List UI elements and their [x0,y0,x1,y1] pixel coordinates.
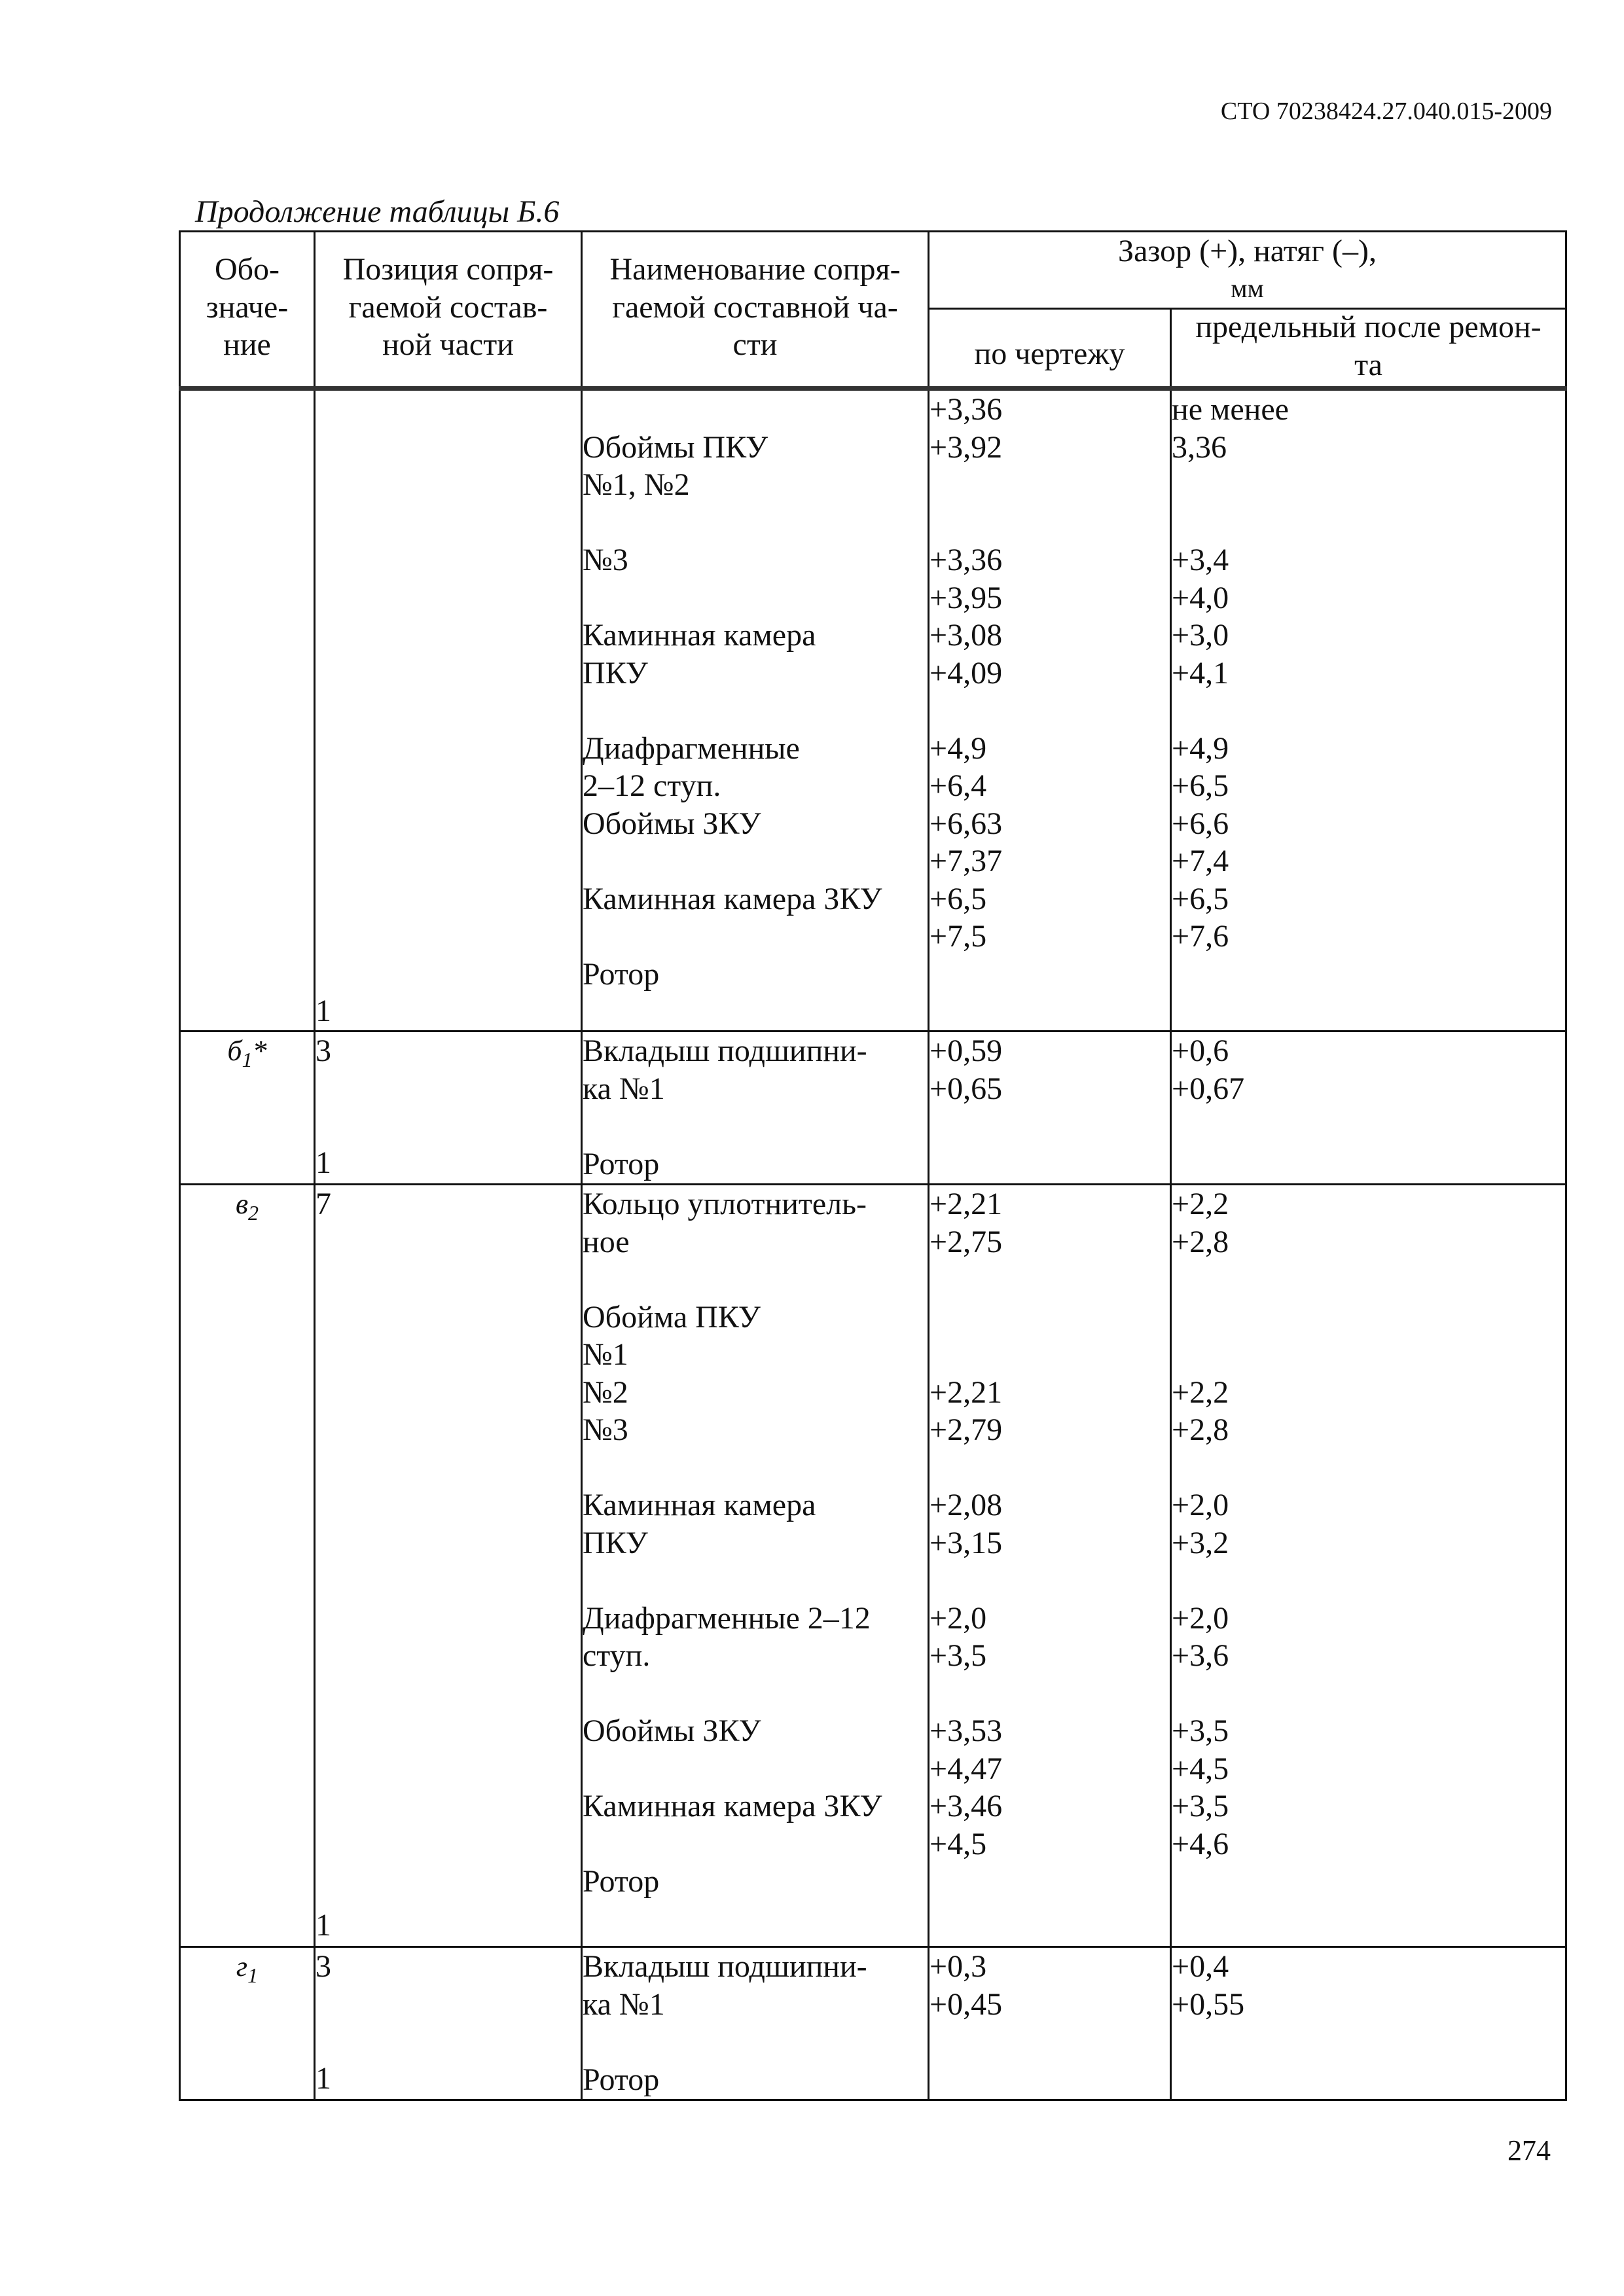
limit-value: +6,5 [1172,768,1229,803]
limit-value: +4,9 [1172,730,1229,766]
limit-value [1172,1299,1565,1336]
drawing-value [929,1145,1170,1183]
drawing-value: +7,5 [929,919,987,954]
name-line: Вкладыш подшипни- [583,1033,867,1068]
drawing-value: +4,09 [929,655,1003,691]
drawing-value-cell [929,1947,1171,2100]
designation-cell: $в_2$ [180,1185,315,1947]
limit-value: +4,1 [1172,655,1229,691]
name-line: Каминная камера ЗКУ [583,1789,882,1823]
drawing-value [929,1336,1170,1374]
col-header-limit-after-repair: предельный после ремон- та [1171,309,1566,389]
name-cell [582,1947,929,2100]
limit-value: +6,5 [1172,881,1229,916]
name-line [583,504,928,542]
name-cell [582,1185,929,1947]
name-line [583,579,928,617]
limit-value: +4,5 [1172,1751,1229,1786]
drawing-value [929,956,1170,994]
col-header-by-drawing: по чертежу [929,309,1171,389]
drawing-value [929,1675,1170,1713]
drawing-value [929,692,1170,730]
name-line [583,2023,928,2061]
drawing-value: +3,92 [929,429,1003,465]
position-cell [315,389,582,1031]
drawing-value: +0,59 [929,1033,1003,1068]
drawing-value: +0,65 [929,1071,1003,1106]
limit-value [1172,1261,1565,1299]
limit-value: 3,36 [1172,429,1227,465]
limit-value [1172,1863,1565,1901]
name-line [583,692,928,730]
position-cell [315,1947,582,2100]
drawing-value [929,1261,1170,1299]
limit-value: +0,67 [1172,1071,1245,1106]
limit-value [1172,466,1565,504]
document-code: СТО 70238424.27.040.015-2009 [1220,98,1552,125]
name-line: Обойма ПКУ [583,1299,761,1335]
drawing-value: +2,0 [929,1600,987,1636]
position-bottom: 1 [316,1145,331,1180]
drawing-value: +3,15 [929,1525,1003,1560]
drawing-value: +2,79 [929,1412,1003,1447]
designation-cell: $б_1*$ [180,1031,315,1185]
limit-value [1172,956,1565,994]
name-line: №1, №2 [583,467,690,502]
drawing-value [929,2061,1170,2099]
name-cell [582,389,929,1031]
name-line [583,842,928,880]
drawing-value: +6,4 [929,768,987,803]
drawing-value [929,1107,1170,1145]
drawing-value: +3,5 [929,1638,987,1673]
limit-value-cell [1171,1947,1566,2100]
name-line [583,1825,928,1863]
table-caption: Продолжение таблицы Б.6 [195,194,560,229]
position-top: 3 [316,1033,331,1068]
table-body [180,389,1566,2100]
drawing-value: +3,36 [929,392,1003,427]
drawing-value [929,1299,1170,1336]
drawing-value: +3,95 [929,580,1003,615]
name-line [583,391,928,429]
limit-value [1172,1336,1565,1374]
name-line [583,1750,928,1788]
drawing-value: +2,75 [929,1224,1003,1259]
position-bottom: 1 [316,2060,331,2096]
name-line: Ротор [583,2062,660,2097]
col-header-designation: Обо- значе- ние [180,232,315,389]
name-line: ступ. [583,1638,651,1673]
table-row [180,389,1566,1031]
limit-value [1172,1562,1565,1600]
name-line [583,1562,928,1600]
drawing-value: +3,53 [929,1713,1003,1748]
limit-value [1172,1145,1565,1183]
limit-value: +4,6 [1172,1826,1229,1861]
name-line: Обоймы ЗКУ [583,1713,761,1748]
drawing-value: +0,45 [929,1986,1003,2022]
name-line: Каминная камера [583,618,816,653]
limit-value: +6,6 [1172,806,1229,841]
position-top [316,391,581,429]
drawing-value [929,1449,1170,1487]
limit-value: +2,8 [1172,1412,1229,1447]
drawing-value: +4,5 [929,1826,987,1861]
limit-value-cell [1171,389,1566,1031]
name-line: №1 [583,1337,628,1372]
name-line: Кольцо уплотнитель- [583,1187,867,1221]
name-line [583,1261,928,1299]
name-line: ное [583,1224,630,1259]
limit-value: +3,2 [1172,1525,1229,1560]
drawing-value-cell [929,1185,1171,1947]
drawing-value: +3,46 [929,1789,1003,1823]
drawing-value: +2,21 [929,1187,1003,1221]
table-row [180,1031,1566,1185]
name-line [583,1107,928,1145]
drawing-value: +6,63 [929,806,1003,841]
limit-value: не менее [1172,392,1289,427]
limit-value: +3,6 [1172,1638,1229,1673]
limit-value [1172,2023,1565,2061]
drawing-value: +4,47 [929,1751,1003,1786]
limit-value [1172,1107,1565,1145]
position-bottom: 1 [316,1907,331,1943]
col-header-gap-group: Зазор (+), натяг (–), мм [929,232,1566,309]
position-top: 3 [316,1949,331,1984]
name-line: №3 [583,1412,628,1447]
limit-value: +3,0 [1172,618,1229,653]
limit-value: +0,4 [1172,1949,1229,1984]
limit-value: +2,0 [1172,1488,1229,1522]
limit-value [1172,1449,1565,1487]
name-line: 2–12 ступ. [583,768,721,803]
drawing-value-cell [929,1031,1171,1185]
limit-value: +3,5 [1172,1713,1229,1748]
limit-value: +2,8 [1172,1224,1229,1259]
name-line [583,1449,928,1487]
drawing-value [929,1863,1170,1901]
name-line: ка №1 [583,1986,665,2022]
name-line: Каминная камера ЗКУ [583,881,882,916]
drawing-value: +0,3 [929,1949,987,1984]
drawing-value [929,504,1170,542]
name-line [583,918,928,956]
position-top: 7 [316,1187,331,1221]
limit-value: +2,2 [1172,1374,1229,1410]
col-header-position: Позиция сопря- гаемой состав- ной части [315,232,582,389]
drawing-value: +2,08 [929,1488,1003,1522]
limit-value [1172,504,1565,542]
drawing-value: +6,5 [929,881,987,916]
drawing-value [929,1562,1170,1600]
limit-value: +7,6 [1172,919,1229,954]
name-line: ка №1 [583,1071,665,1106]
name-line: ПКУ [583,1525,648,1560]
designation-cell: $г_1$ [180,1947,315,2100]
table-row [180,1947,1566,2100]
clearance-table [179,230,1567,2101]
col-header-name: Наименование сопря- гаемой составной ча- сти [582,232,929,389]
limit-value: +2,0 [1172,1600,1229,1636]
name-line: Диафрагменные 2–12 [583,1600,871,1636]
page-number: 274 [1507,2134,1551,2166]
drawing-value: +4,9 [929,730,987,766]
name-line: Вкладыш подшипни- [583,1949,867,1984]
position-cell [315,1031,582,1185]
drawing-value [929,466,1170,504]
table-row [180,1185,1566,1947]
limit-value [1172,692,1565,730]
drawing-value [929,2023,1170,2061]
designation-cell [180,389,315,1031]
position-cell [315,1185,582,1947]
name-line: №3 [583,543,628,577]
limit-value: +7,4 [1172,844,1229,878]
drawing-value: +7,37 [929,844,1003,878]
limit-value: +3,5 [1172,1789,1229,1823]
limit-value-cell [1171,1031,1566,1185]
name-line: Ротор [583,956,660,992]
name-line: Обоймы ПКУ [583,429,768,465]
name-line: №2 [583,1374,628,1410]
position-bottom: 1 [316,993,331,1028]
name-line: Ротор [583,1146,660,1181]
name-line: Диафрагменные [583,730,800,766]
name-cell [582,1031,929,1185]
limit-value: +0,55 [1172,1986,1245,2022]
name-line [583,1675,928,1713]
drawing-value-cell [929,389,1171,1031]
limit-value: +0,6 [1172,1033,1229,1068]
limit-value: +2,2 [1172,1187,1229,1221]
name-line: ПКУ [583,655,648,691]
name-line: Каминная камера [583,1488,816,1522]
limit-value: +3,4 [1172,543,1229,577]
name-line: Обоймы ЗКУ [583,806,761,841]
drawing-value: +3,36 [929,543,1003,577]
limit-value [1172,2061,1565,2099]
drawing-value: +2,21 [929,1374,1003,1410]
limit-value: +4,0 [1172,580,1229,615]
name-line: Ротор [583,1864,660,1899]
limit-value [1172,1675,1565,1713]
limit-value-cell [1171,1185,1566,1947]
drawing-value: +3,08 [929,618,1003,653]
